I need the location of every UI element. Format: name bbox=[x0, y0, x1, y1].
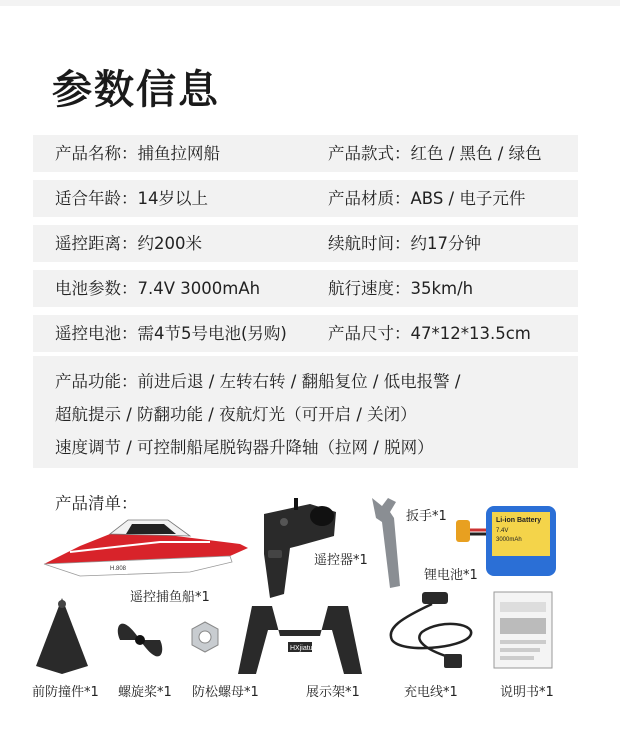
stand-logo-text: HXjiatu bbox=[290, 645, 313, 652]
package-list-heading: 产品清单： bbox=[55, 494, 138, 513]
stand-label: 展示架*1 bbox=[306, 685, 360, 700]
top-divider bbox=[0, 0, 620, 6]
param-range: 遥控距离：约200米 bbox=[55, 234, 202, 253]
remote-controller-image bbox=[250, 494, 342, 602]
param-material: 产品材质：ABS / 电子元件 bbox=[328, 189, 526, 208]
manual-image bbox=[492, 590, 554, 670]
param-row bbox=[33, 225, 578, 262]
param-age: 适合年龄：14岁以上 bbox=[55, 189, 208, 208]
param-style: 产品款式：红色 / 黑色 / 绿色 bbox=[328, 144, 542, 163]
charging-cable-image bbox=[382, 588, 482, 674]
param-remote-battery: 遥控电池：需4节5号电池(另购) bbox=[55, 324, 287, 343]
propeller-image bbox=[112, 610, 168, 672]
param-battery: 电池参数：7.4V 3000mAh bbox=[55, 279, 261, 298]
wrench-image bbox=[366, 492, 410, 588]
function-line: 速度调节 / 可控制船尾脱钩器升降轴（拉网 / 脱网） bbox=[55, 438, 434, 457]
function-block bbox=[33, 356, 578, 468]
battery-capacity-text: 3000mAh bbox=[496, 537, 522, 543]
wrench-label: 扳手*1 bbox=[406, 509, 447, 524]
param-row bbox=[33, 270, 578, 307]
lock-nut-image bbox=[188, 620, 222, 654]
param-row bbox=[33, 315, 578, 352]
propeller-label: 螺旋桨*1 bbox=[118, 685, 172, 700]
param-row bbox=[33, 135, 578, 172]
front-bumper-image bbox=[32, 596, 92, 676]
page-title: 参数信息 bbox=[52, 67, 220, 113]
param-size: 产品尺寸：47*12*13.5cm bbox=[328, 324, 531, 343]
param-endurance: 续航时间：约17分钟 bbox=[328, 234, 481, 253]
charger-label: 充电线*1 bbox=[404, 685, 458, 700]
rc-boat-image bbox=[40, 512, 252, 584]
param-name: 产品名称：捕鱼拉网船 bbox=[55, 144, 220, 163]
manual-label: 说明书*1 bbox=[500, 685, 554, 700]
nut-label: 防松螺母*1 bbox=[192, 685, 259, 700]
bumper-label: 前防撞件*1 bbox=[32, 685, 99, 700]
boat-hull-text: H.808 bbox=[110, 566, 127, 572]
display-stand-image bbox=[232, 596, 368, 680]
param-row bbox=[33, 180, 578, 217]
function-line: 产品功能：前进后退 / 左转右转 / 翻船复位 / 低电报警 / bbox=[55, 372, 461, 391]
battery-label-text: Li-ion Battery bbox=[496, 517, 542, 524]
battery-voltage-text: 7.4V bbox=[496, 528, 509, 534]
remote-label: 遥控器*1 bbox=[314, 553, 368, 568]
boat-label: 遥控捕鱼船*1 bbox=[130, 590, 210, 605]
param-speed: 航行速度：35km/h bbox=[328, 279, 474, 298]
battery-label: 锂电池*1 bbox=[424, 568, 478, 583]
function-line: 超航提示 / 防翻功能 / 夜航灯光（可开启 / 关闭） bbox=[55, 405, 417, 424]
